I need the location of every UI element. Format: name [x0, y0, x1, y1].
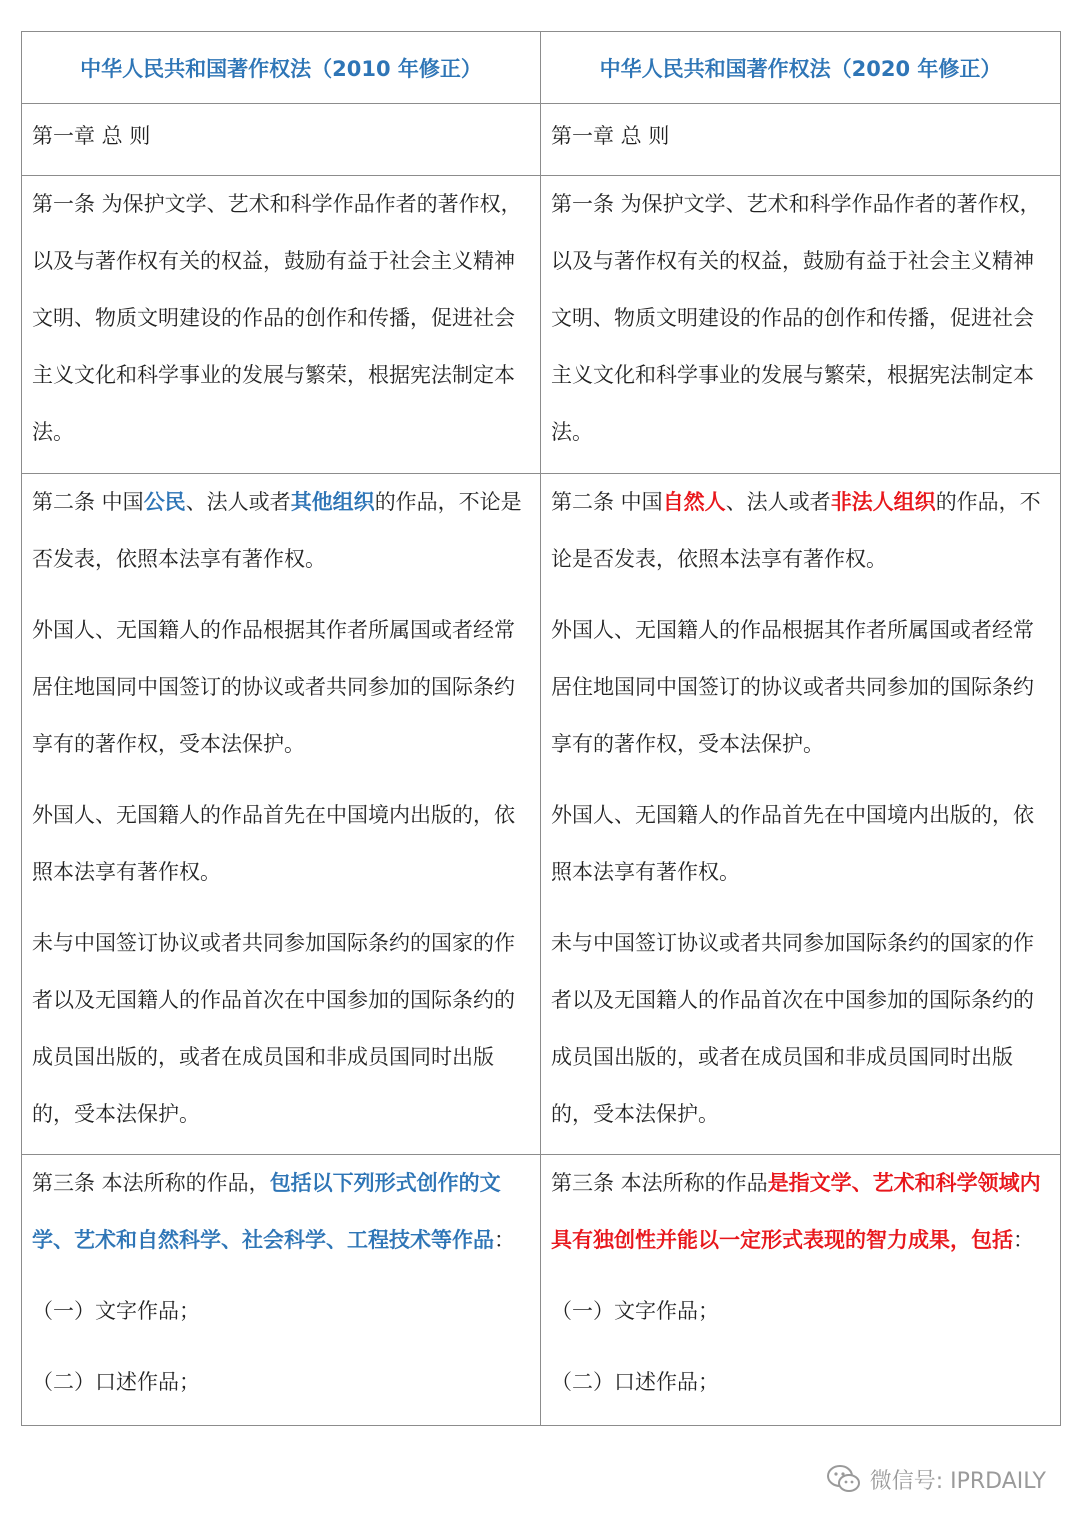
header-row [22, 32, 1061, 104]
list-item: （一）文字作品； [32, 1299, 200, 1323]
text-segment: 的作品，不论是否发表，依照本法享有著作权。 [551, 490, 1041, 571]
article-1-text: 第一条 为保护文学、艺术和科学作品作者的著作权，以及与著作权有关的权益，鼓励有益于社会主义精神文明、物质文明建设的作品的创作和传播，促进社会主义文化和科学事业的发展与繁荣，根据宪法制定本法。 [32, 192, 522, 444]
article-1-2020 [541, 176, 1061, 474]
article-3-para-1 [551, 1155, 1052, 1269]
header-2020: 中华人民共和国著作权法（2020 年修正） [541, 32, 1061, 104]
highlight-term: 公民 [143, 490, 186, 514]
wechat-icon [826, 1464, 862, 1494]
article-2-para-4: 未与中国签订协议或者共同参加国际条约的国家的作者以及无国籍人的作品首次在中国参加的国际条约的成员国出版的，或者在成员国和非成员国同时出版的，受本法保护。 [32, 931, 515, 1126]
highlight-term: 其他组织 [290, 490, 375, 514]
watermark-text: 微信号: IPRDAILY [869, 1468, 1046, 1494]
article-1-2010 [22, 176, 541, 474]
article-1-row [22, 176, 1061, 474]
article-2-para-2: 外国人、无国籍人的作品根据其作者所属国或者经常居住地国同中国签订的协议或者共同参加的国际条约享有的著作权，受本法保护。 [32, 618, 515, 756]
highlight-term: 非法人组织 [830, 490, 936, 514]
chapter-2010 [22, 104, 541, 176]
article-3-2020 [541, 1155, 1061, 1426]
text-segment: 、法人或者 [725, 490, 831, 514]
chapter-title: 第一章 总 则 [551, 124, 670, 148]
article-2-2010 [22, 474, 541, 1155]
text-segment: 第三条 本法所称的作品 [551, 1171, 768, 1195]
article-2-para-2: 外国人、无国籍人的作品根据其作者所属国或者经常居住地国同中国签订的协议或者共同参加的国际条约享有的著作权，受本法保护。 [551, 618, 1034, 756]
chapter-row [22, 104, 1061, 176]
article-2-2020 [541, 474, 1061, 1155]
text-segment: ： [494, 1228, 515, 1252]
article-2-row [22, 474, 1061, 1155]
text-segment: 、法人或者 [185, 490, 291, 514]
article-3-row [22, 1155, 1061, 1426]
list-item: （一）文字作品； [551, 1299, 719, 1323]
list-item: （二）口述作品； [551, 1370, 719, 1394]
text-segment: 第二条 中国 [32, 490, 144, 514]
highlight-term: 是指文学、艺术和科学领域内具有独创性并能以一定形式表现的智力成果，包括 [551, 1171, 1041, 1252]
watermark [826, 1462, 1046, 1496]
chapter-2020 [541, 104, 1061, 176]
article-2-para-3: 外国人、无国籍人的作品首先在中国境内出版的，依照本法享有著作权。 [32, 803, 515, 884]
article-2-para-1 [551, 474, 1052, 588]
text-segment: 的作品，不论是否发表，依照本法享有著作权。 [32, 490, 522, 571]
list-item: （二）口述作品； [32, 1370, 200, 1394]
text-segment: ： [1013, 1228, 1034, 1252]
law-comparison-table [21, 31, 1061, 1426]
article-3-2010 [22, 1155, 541, 1426]
text-segment: 第三条 本法所称的作品， [32, 1171, 270, 1195]
article-3-para-1 [32, 1155, 532, 1269]
highlight-term: 自然人 [662, 490, 726, 514]
text-segment: 第二条 中国 [551, 490, 663, 514]
chapter-title: 第一章 总 则 [32, 124, 151, 148]
highlight-term: 包括以下列形式创作的文学、艺术和自然科学、社会科学、工程技术等作品 [32, 1171, 501, 1252]
article-1-text: 第一条 为保护文学、艺术和科学作品作者的著作权，以及与著作权有关的权益，鼓励有益于社会主义精神文明、物质文明建设的作品的创作和传播，促进社会主义文化和科学事业的发展与繁荣，根据宪法制定本法。 [551, 192, 1041, 444]
header-2010: 中华人民共和国著作权法（2010 年修正） [22, 32, 541, 104]
article-2-para-4: 未与中国签订协议或者共同参加国际条约的国家的作者以及无国籍人的作品首次在中国参加的国际条约的成员国出版的，或者在成员国和非成员国同时出版的，受本法保护。 [551, 931, 1034, 1126]
article-2-para-1 [32, 474, 532, 588]
article-2-para-3: 外国人、无国籍人的作品首先在中国境内出版的，依照本法享有著作权。 [551, 803, 1034, 884]
